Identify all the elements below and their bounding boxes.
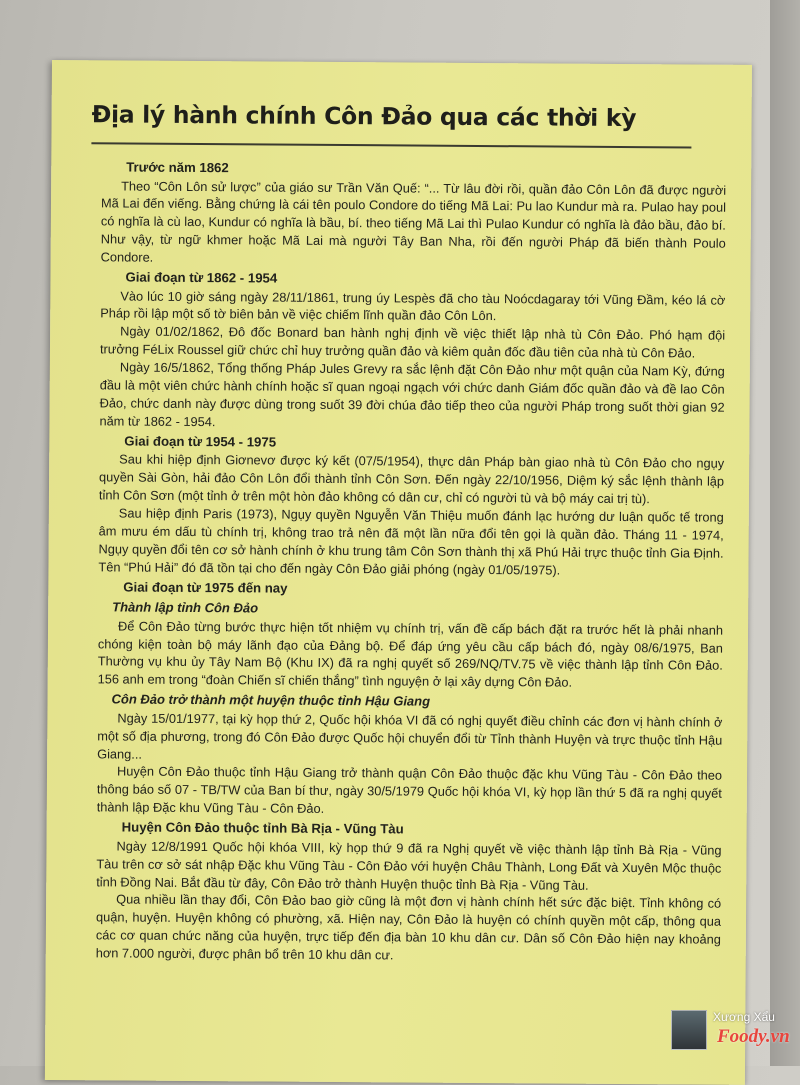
paragraph: Theo “Côn Lôn sử lược” của giáo sư Trần Văn Quế: “... Từ lâu đời rồi, quần đảo Côn Lôn đã được người Mã Lai đến viếng. Bằng chứng là cái tên poulo Condore do tiếng Mã Lai: Pu lao Kundur mà ra. Pulao hay poul có nghĩa là cù lao, Kundur có nghĩa là bầu, bí. theo tiếng Mã Lai thì Pulao Kundur có nghĩa là đảo bầu, đảo bí. Như vậy, từ ngữ khmer hoặc Mã Lai mà người Tây Ban Nha, rồi đến người Pháp đã biến thành Poulo Condore. <box>100 177 727 265</box>
section-heading: Huyện Côn Đảo thuộc tỉnh Bà Rịa - Vũng Tàu <box>121 819 404 837</box>
section-heading: Giai đoạn từ 1954 - 1975 <box>124 433 277 450</box>
subsection-heading: Côn Đảo trở thành một huyện thuộc tỉnh Hậu Giang <box>111 691 431 709</box>
foody-watermark <box>665 1008 790 1056</box>
watermark-username: Xương Xẩu <box>713 1010 775 1024</box>
board-title: Địa lý hành chính Côn Đảo qua các thời kỳ <box>91 100 637 133</box>
section-heading: Giai đoạn từ 1862 - 1954 <box>125 269 278 286</box>
paragraph: Ngày 16/5/1862, Tổng thống Pháp Jules Grevy ra sắc lệnh đặt Côn Đảo như một quận của Nam Kỳ, đứng đầu là một viên chức hành chính hoặc sĩ quan ngoại ngạch với chức danh Giám đốc quần đảo và đề lao Côn Đảo, chức danh này được dùng trong suốt 39 đời chúa đảo tiếp theo của người Pháp trong suốt thời gian 92 năm từ 1862 - 1954. <box>99 359 725 430</box>
section-heading: Trước năm 1862 <box>126 159 229 176</box>
paragraph: Vào lúc 10 giờ sáng ngày 28/11/1861, trung úy Lespès đã cho tàu Noócdagaray tới Vũng Đầm, kéo lá cờ Pháp rồi lập một số tờ biên bản về việc chiếm lĩnh quần đảo Côn Lôn. <box>100 288 726 324</box>
foody-logo: Foody.vn <box>717 1026 790 1047</box>
paragraph: Qua nhiều lần thay đổi, Côn Đảo bao giờ cũng là một đơn vị hành chính hết sức đặc biệt. Tỉnh không có quận, huyện. Huyện không có phường, xã. Hiện nay, Côn Đảo là huyện có chính quyền một cấp, thông qua các cơ quan chức năng của huyện, trực tiếp đến địa bàn 10 khu dân cư. Dân số Côn Đảo hiện nay khoảng hơn 7.000 người, được phân bổ trên 10 khu dân cư. <box>95 891 722 963</box>
subsection-heading: Thành lập tỉnh Côn Đảo <box>112 599 259 616</box>
paragraph: Sau khi hiệp định Giơnevơ được ký kết (07/5/1954), thực dân Pháp bàn giao nhà tù Côn Đảo cho ngụy quyền Sài Gòn, hải đảo Côn Lôn đổi thành tỉnh Côn Sơn. Đến ngày 22/10/1956, Diệm ký sắc lệnh thành lập tỉnh Côn Sơn (một tỉnh ở trên một hòn đảo không có dân cư, chỉ có người tù và bộ máy cai trị tù). <box>98 451 725 507</box>
title-underline <box>91 142 691 148</box>
paragraph: Ngày 12/8/1991 Quốc hội khóa VIII, kỳ họp thứ 9 đã ra Nghị quyết về việc thành lập tỉnh Bà Rịa - Vũng Tàu trên cơ sở sát nhập Đặc khu Vũng Tàu - Côn Đảo với huyện Châu Thành, Long Đất và Xuyên Mộc thuộc tỉnh Đồng Nai. Bắt đầu từ đây, Côn Đảo trở thành Huyện thuộc tỉnh Bà Rịa - Vũng Tàu. <box>96 838 722 893</box>
paragraph: Sau hiệp định Paris (1973), Ngụy quyền Nguyễn Văn Thiệu muốn đánh lạc hướng dư luận quốc tế trong âm mưu ém dấu tù chính trị, không trao trả nên đã một lần nữa đổi tên gọi là quần đảo. Tháng 11 - 1974, Ngụy quyền đổi tên cơ sở hành chính ở khu trung tâm Côn Sơn thành thị xã Phú Hải trực thuộc tỉnh Gia Định. Tên “Phú Hải” đó đã tồn tại cho đến ngày Côn Đảo giải phóng (ngày 01/05/1975). <box>98 505 724 578</box>
board-content <box>96 156 727 966</box>
paragraph: Để Côn Đảo từng bước thực hiện tốt nhiệm vụ chính trị, vấn đề cấp bách đặt ra trước hết là phải nhanh chóng kiện toàn bộ máy lãnh đạo của Đảng bộ. Để đáp ứng yêu cầu cấp bách đó, ngày 08/6/1975, Ban Thường vụ khu ủy Tây Nam Bộ (Khu IX) đã ra nghị quyết số 269/NQ/TV.75 về việc thành lập tỉnh Côn Đảo. 156 anh em trong “đoàn Chiến sĩ chiến thắng” tình nguyện ở lại xây dựng Côn Đảo. <box>97 618 724 690</box>
paragraph: Ngày 15/01/1977, tại kỳ họp thứ 2, Quốc hội khóa VI đã có nghị quyết điều chỉnh các đơn vị hành chính ở một số địa phương, trong đó Côn Đảo được Quốc hội chuyển đổi từ Tỉnh thành Huyện và trực thuộc tỉnh Hậu Giang... <box>97 710 723 762</box>
paragraph: Huyện Côn Đảo thuộc tỉnh Hậu Giang trở thành quận Côn Đảo thuộc đặc khu Vũng Tàu - Côn Đảo theo thông báo số 07 - TB/TW của Ban bí thư, ngày 30/5/1979 Quốc hội khóa VI, kỳ họp lần thứ 5 đã ra nghị quyết thành lập Đặc khu Vũng Tàu - Côn Đảo. <box>96 763 723 817</box>
user-avatar <box>671 1010 707 1050</box>
section-heading: Giai đoạn từ 1975 đến nay <box>123 579 288 596</box>
information-board <box>45 60 752 1085</box>
paragraph: Ngày 01/02/1862, Đô đốc Bonard ban hành nghị định về việc thiết lập nhà tù Côn Đảo. Phó hạm đội trưởng FéLix Roussel giữ chức chỉ huy trưởng quần đảo và kiêm quản đốc đầu tiên của nhà tù Côn Đảo. <box>99 323 726 361</box>
wall-edge <box>770 0 800 1066</box>
